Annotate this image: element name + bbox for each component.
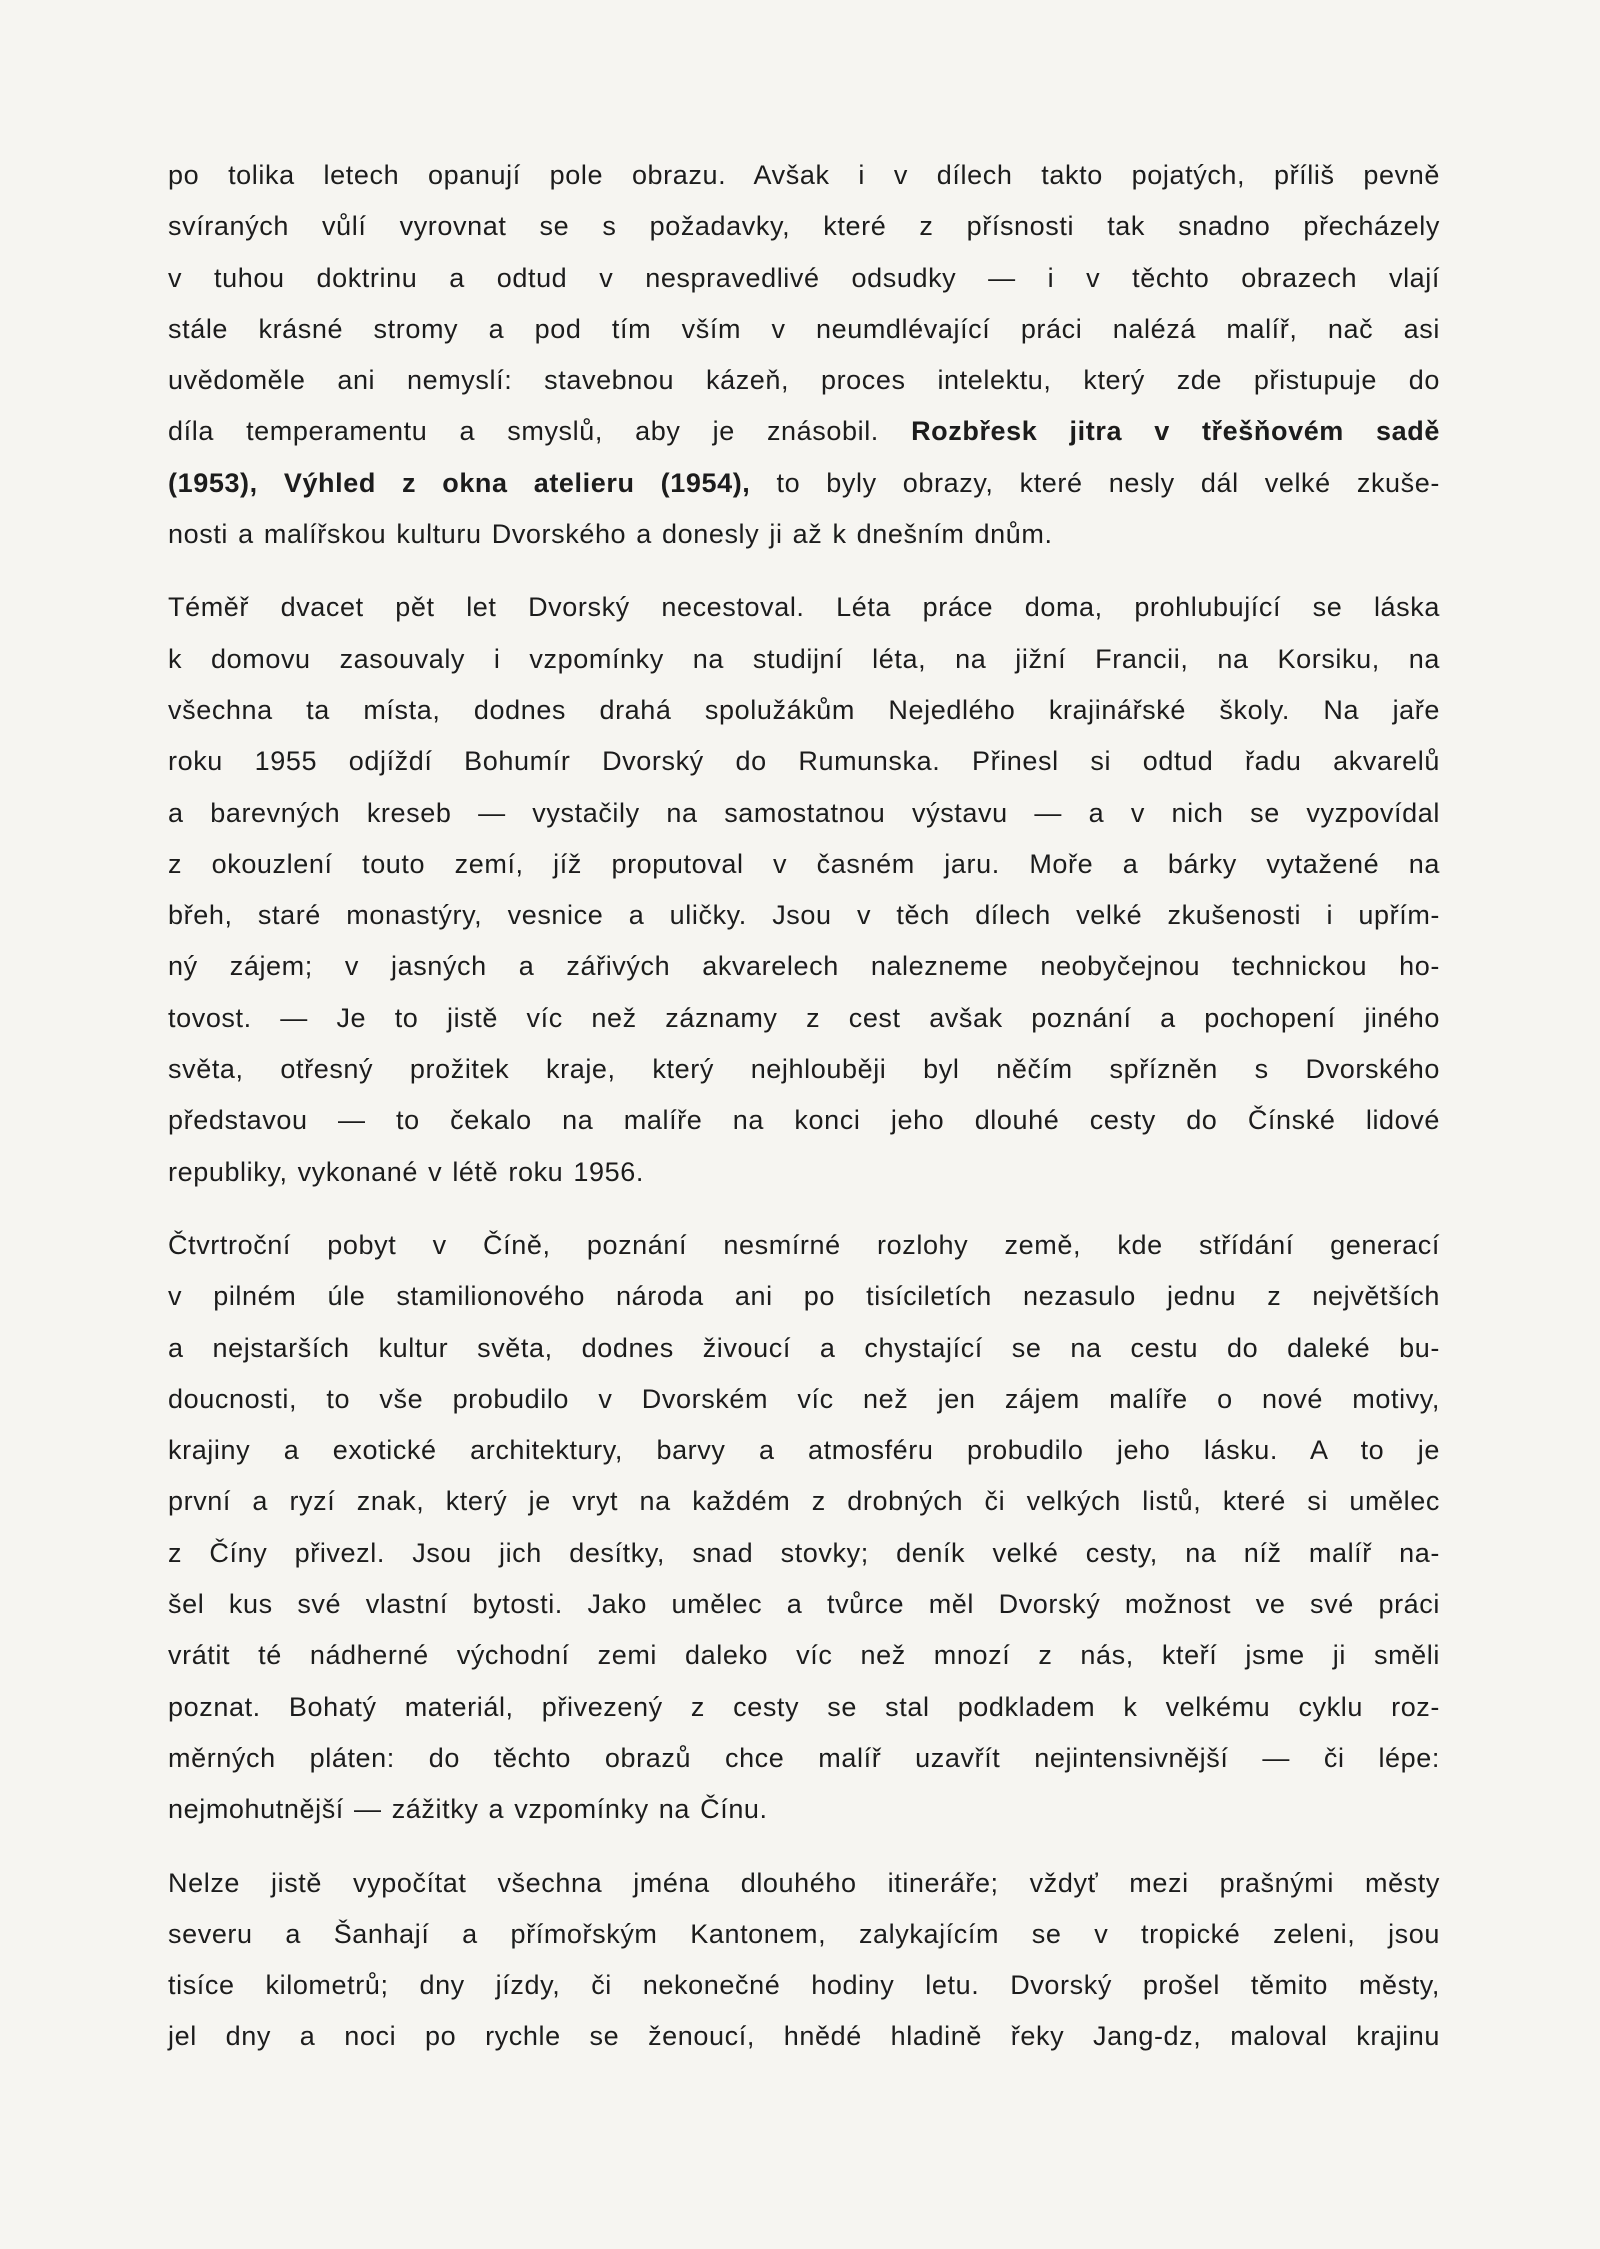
artwork-title: Rozbřesk jitra v třešňovém sadě (911, 416, 1441, 447)
text-segment: severu a Šanhají a přímořským Kantonem, zalykajícím se v tropické zeleni, jsou (168, 1918, 1440, 1949)
text-segment: k domovu zasouvaly i vzpomínky na studijní léta, na jižní Francii, na Korsiku, na (168, 643, 1440, 674)
text-segment: představou — to čekalo na malíře na konci jeho dlouhé cesty do Čínské lidové (168, 1105, 1440, 1136)
text-line (168, 788, 1440, 839)
text-segment: Čtvrtroční pobyt v Číně, poznání nesmírné rozlohy země, kde střídání generací (168, 1229, 1440, 1260)
text-segment: vrátit té nádherné východní zemi daleko víc než mnozí z nás, kteří jsme ji směli (168, 1640, 1440, 1671)
text-line (168, 1960, 1440, 2011)
text-segment: roku 1955 odjíždí Bohumír Dvorský do Rumunska. Přinesl si odtud řadu akvarelů (168, 746, 1440, 777)
text-segment: šel kus své vlastní bytosti. Jako umělec a tvůrce měl Dvorský možnost ve své práci (168, 1589, 1440, 1620)
text-line (168, 253, 1440, 304)
text-segment: jel dny a noci po rychle se ženoucí, hnědé hladině řeky Jang-dz, maloval krajinu (168, 2021, 1440, 2052)
text-segment: svíraných vůlí vyrovnat se s požadavky, které z přísnosti tak snadno přecházely (168, 211, 1440, 242)
text-segment: nejmohutnější — zážitky a vzpomínky na Čínu. (168, 1794, 768, 1825)
text-segment: a nejstarších kultur světa, dodnes živoucí a chystající se na cestu do daleké bu- (168, 1332, 1440, 1363)
text-line (168, 1858, 1440, 1909)
text-segment: z Číny přivezl. Jsou jich desítky, snad stovky; deník velké cesty, na níž malíř na- (168, 1537, 1440, 1568)
text-line (168, 1476, 1440, 1527)
text-segment: doucnosti, to vše probudilo v Dvorském víc než jen zájem malíře o nové motivy, (168, 1383, 1440, 1414)
text-line (168, 304, 1440, 355)
text-segment: břeh, staré monastýry, vesnice a uličky. Jsou v těch dílech velké zkušenosti i upřím- (168, 900, 1440, 931)
text-line (168, 1528, 1440, 1579)
text-line (168, 2011, 1440, 2062)
text-line (168, 355, 1440, 406)
text-line (168, 685, 1440, 736)
text-segment: republiky, vykonané v létě roku 1956. (168, 1156, 644, 1187)
document-page (168, 150, 1440, 2085)
text-segment: v pilném úle stamilionového národa ani po tisíciletích nezasulo jednu z největších (168, 1281, 1440, 1312)
text-line (168, 458, 1440, 509)
text-segment: tovost. — Je to jistě víc než záznamy z cest avšak poznání a pochopení jiného (168, 1002, 1440, 1033)
text-segment: poznat. Bohatý materiál, přivezený z cesty se stal podkladem k velkému cyklu roz- (168, 1691, 1440, 1722)
text-line (168, 1323, 1440, 1374)
text-segment: ný zájem; v jasných a zářivých akvarelech nalezneme neobyčejnou technickou ho- (168, 951, 1440, 982)
text-segment: všechna ta místa, dodnes drahá spolužákům Nejedlého krajinářské školy. Na jaře (168, 694, 1440, 725)
text-segment: světa, otřesný prožitek kraje, který nejhlouběji byl něčím spřízněn s Dvorského (168, 1054, 1440, 1085)
text-segment: tisíce kilometrů; dny jízdy, či nekonečné hodiny letu. Dvorský prošel těmito městy, (168, 1970, 1440, 2001)
text-segment: a barevných kreseb — vystačily na samostatnou výstavu — a v nich se vyzpovídal (168, 797, 1440, 828)
text-segment: to byly obrazy, které nesly dál velké zkuše- (750, 467, 1440, 498)
text-line (168, 1147, 1440, 1198)
text-line (168, 634, 1440, 685)
text-line (168, 1733, 1440, 1784)
text-segment: nosti a malířskou kulturu Dvorského a donesly ji až k dnešním dnům. (168, 519, 1053, 550)
text-line (168, 1374, 1440, 1425)
text-segment: první a ryzí znak, který je vryt na každém z drobných či velkých listů, které si umělec (168, 1486, 1440, 1517)
text-line (168, 839, 1440, 890)
text-segment: měrných pláten: do těchto obrazů chce malíř uzavřít nejintensivnější — či lépe: (168, 1742, 1440, 1773)
text-segment: stále krásné stromy a pod tím vším v neumdlévající práci nalézá malíř, nač asi (168, 313, 1440, 344)
text-line (168, 890, 1440, 941)
text-line (168, 1044, 1440, 1095)
text-segment: uvědoměle ani nemyslí: stavebnou kázeň, proces intelektu, který zde přistupuje do (168, 365, 1440, 396)
artwork-title: (1953), Výhled z okna atelieru (1954), (168, 467, 751, 498)
text-segment: díla temperamentu a smyslů, aby je znásobil. (168, 416, 912, 447)
text-line (168, 1630, 1440, 1681)
text-segment: Nelze jistě vypočítat všechna jména dlouhého itineráře; vždyť mezi prašnými městy (168, 1867, 1440, 1898)
paragraph (168, 150, 1440, 560)
text-line (168, 941, 1440, 992)
text-line (168, 1425, 1440, 1476)
text-line (168, 509, 1440, 560)
text-segment: Téměř dvacet pět let Dvorský necestoval. Léta práce doma, prohlubující se láska (168, 592, 1440, 623)
text-line (168, 1784, 1440, 1835)
text-segment: krajiny a exotické architektury, barvy a atmosféru probudilo jeho lásku. A to je (168, 1435, 1440, 1466)
text-line (168, 1220, 1440, 1271)
text-line (168, 1095, 1440, 1146)
text-line (168, 150, 1440, 201)
text-segment: po tolika letech opanují pole obrazu. Avšak i v dílech takto pojatých, příliš pevně (168, 160, 1440, 190)
text-line (168, 1909, 1440, 1960)
text-line (168, 1682, 1440, 1733)
text-segment: v tuhou doktrinu a odtud v nespravedlivé odsudky — i v těchto obrazech vlají (168, 262, 1440, 293)
text-line (168, 1271, 1440, 1322)
text-line (168, 406, 1440, 457)
text-line (168, 993, 1440, 1044)
text-line (168, 582, 1440, 633)
paragraph (168, 1858, 1440, 2063)
paragraph (168, 582, 1440, 1198)
text-line (168, 201, 1440, 252)
paragraph (168, 1220, 1440, 1836)
text-segment: z okouzlení touto zemí, jíž proputoval v časném jaru. Moře a bárky vytažené na (168, 848, 1440, 879)
text-line (168, 1579, 1440, 1630)
text-line (168, 736, 1440, 787)
